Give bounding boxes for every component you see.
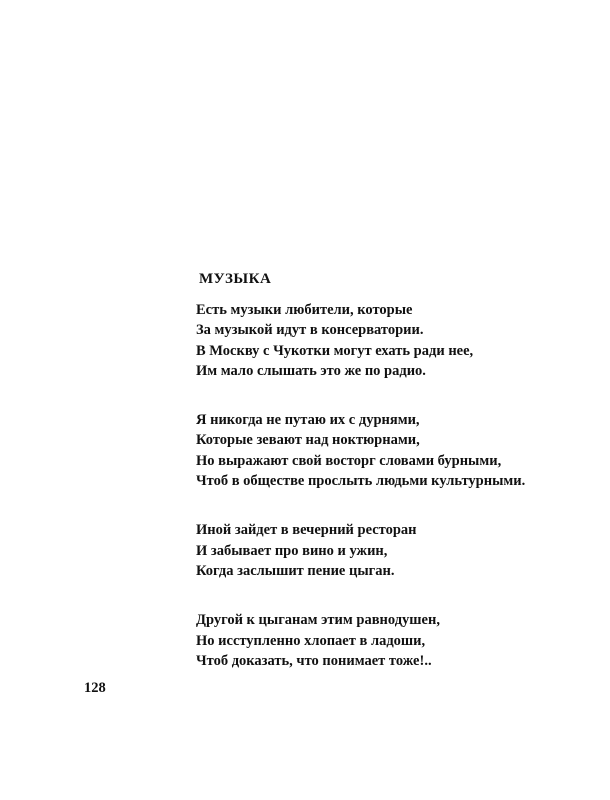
page-number: 128 <box>84 680 106 696</box>
stanza-1 <box>196 300 596 381</box>
poem-body <box>196 300 596 671</box>
poem-title: МУЗЫКА <box>199 271 272 287</box>
poem-line: За музыкой идут в консерватории. <box>196 322 424 339</box>
stanza-3 <box>196 520 596 581</box>
poem-line: Им мало слышать это же по радио. <box>196 362 426 379</box>
poem-line: Но выражают свой восторг словами бурными, <box>196 452 502 469</box>
poem-line: В Москву с Чукотки могут ехать ради нее, <box>196 342 474 359</box>
poem-line: Чтоб в обществе прослыть людьми культурными. <box>196 473 526 490</box>
poem-line: Которые зевают над ноктюрнами, <box>196 432 420 449</box>
stanza-4 <box>196 610 596 671</box>
poem-line: Другой к цыганам этим равнодушен, <box>196 612 440 629</box>
poem-line: Я никогда не путаю их с дурнями, <box>196 412 420 429</box>
poem-line: Есть музыки любители, которые <box>196 302 413 318</box>
poem-line: Когда заслышит пение цыган. <box>196 562 395 579</box>
poem-line: Но исступленно хлопает в ладоши, <box>196 632 426 649</box>
poem-line: Чтоб доказать, что понимает тоже!.. <box>196 652 432 669</box>
poem-line: Иной зайдет в вечерний ресторан <box>196 522 417 539</box>
poem-line: И забывает про вино и ужин, <box>196 542 388 559</box>
stanza-2 <box>196 410 596 491</box>
